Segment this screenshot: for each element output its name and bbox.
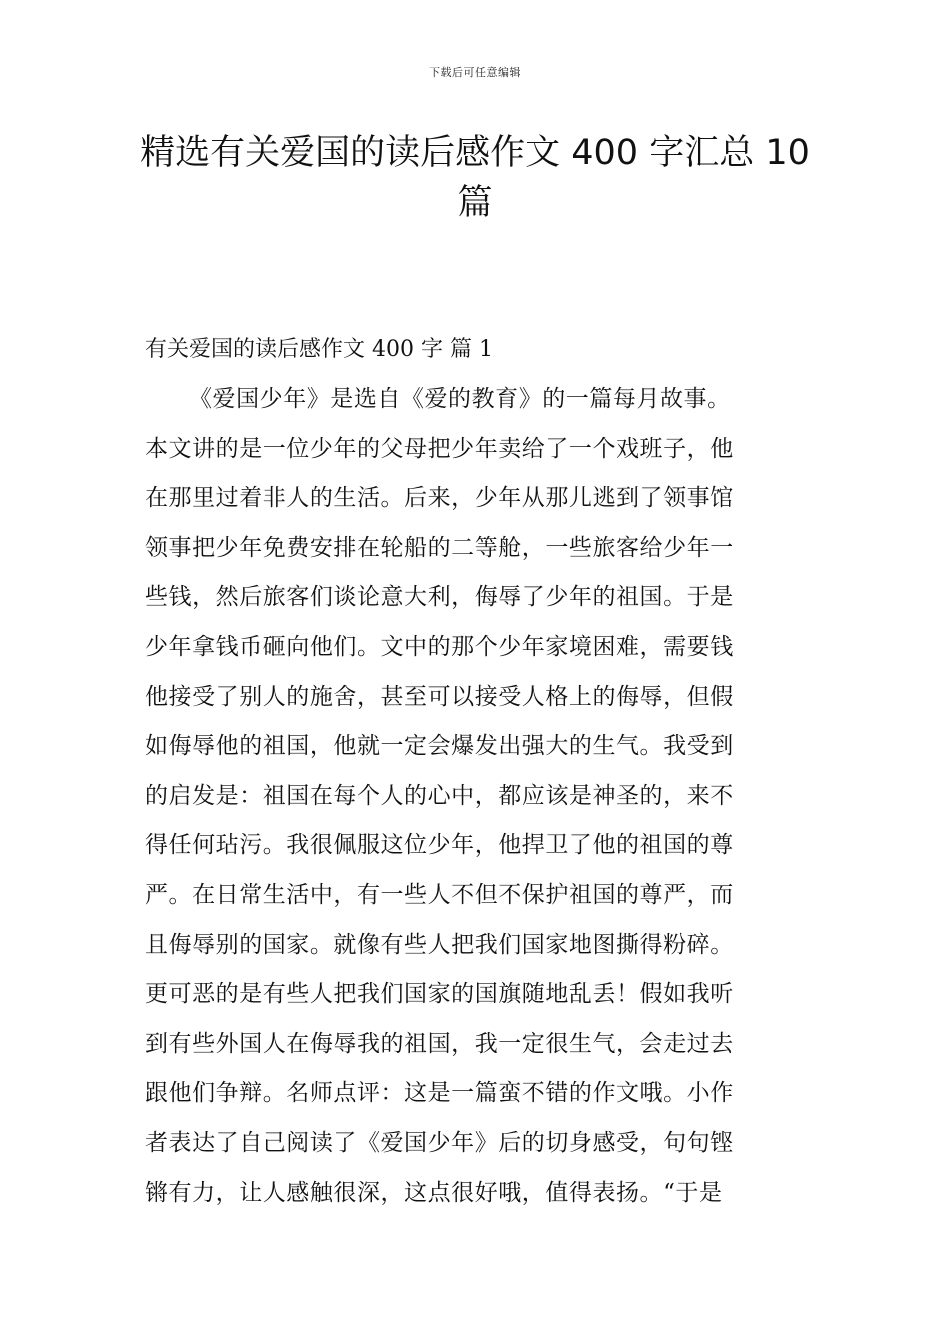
body-line: 跟他们争辩。名师点评：这是一篇蛮不错的作文哦。小作 (145, 1080, 734, 1107)
section-heading: 有关爱国的读后感作文 400 字 篇 1 (145, 337, 493, 362)
body-line: 少年拿钱币砸向他们。文中的那个少年家境困难，需要钱 (145, 633, 734, 660)
body-line: 得任何玷污。我很佩服这位少年，他捍卫了他的祖国的尊 (145, 832, 734, 859)
body-line: 更可恶的是有些人把我们国家的国旗随地乱丢！假如我听 (145, 981, 734, 1008)
header-note: 下载后可任意编辑 (429, 66, 521, 79)
body-line: 到有些外国人在侮辱我的祖国，我一定很生气，会走过去 (145, 1030, 734, 1057)
title-line-1: 精选有关爱国的读后感作文 400 字汇总 10 (140, 133, 810, 173)
body-line: 在那里过着非人的生活。后来，少年从那儿逃到了领事馆 (145, 485, 734, 512)
document-title (120, 128, 830, 228)
body-line: 的启发是：祖国在每个人的心中，都应该是神圣的，来不 (145, 782, 734, 809)
body-line: 些钱，然后旅客们谈论意大利，侮辱了少年的祖国。于是 (145, 584, 734, 611)
body-line: 严。在日常生活中，有一些人不但不保护祖国的尊严，而 (145, 881, 734, 908)
body-line: 锵有力，让人感触很深，这点很好哦，值得表扬。“于是 (145, 1179, 723, 1206)
body-line: 领事把少年免费安排在轮船的二等舱，一些旅客给少年一 (145, 534, 734, 561)
body-line: 本文讲的是一位少年的父母把少年卖给了一个戏班子，他 (145, 435, 734, 462)
body-line: 如侮辱他的祖国，他就一定会爆发出强大的生气。我受到 (145, 733, 734, 760)
title-line-2: 篇 (457, 183, 493, 223)
body-paragraph (145, 375, 810, 1218)
body-line: 《爱国少年》是选自《爱的教育》的一篇每月故事。 (189, 386, 731, 412)
body-line: 且侮辱别的国家。就像有些人把我们国家地图撕得粉碎。 (145, 931, 734, 958)
body-line: 他接受了别人的施舍，甚至可以接受人格上的侮辱，但假 (145, 683, 734, 710)
body-line: 者表达了自己阅读了《爱国少年》后的切身感受，句句铿 (145, 1129, 734, 1156)
